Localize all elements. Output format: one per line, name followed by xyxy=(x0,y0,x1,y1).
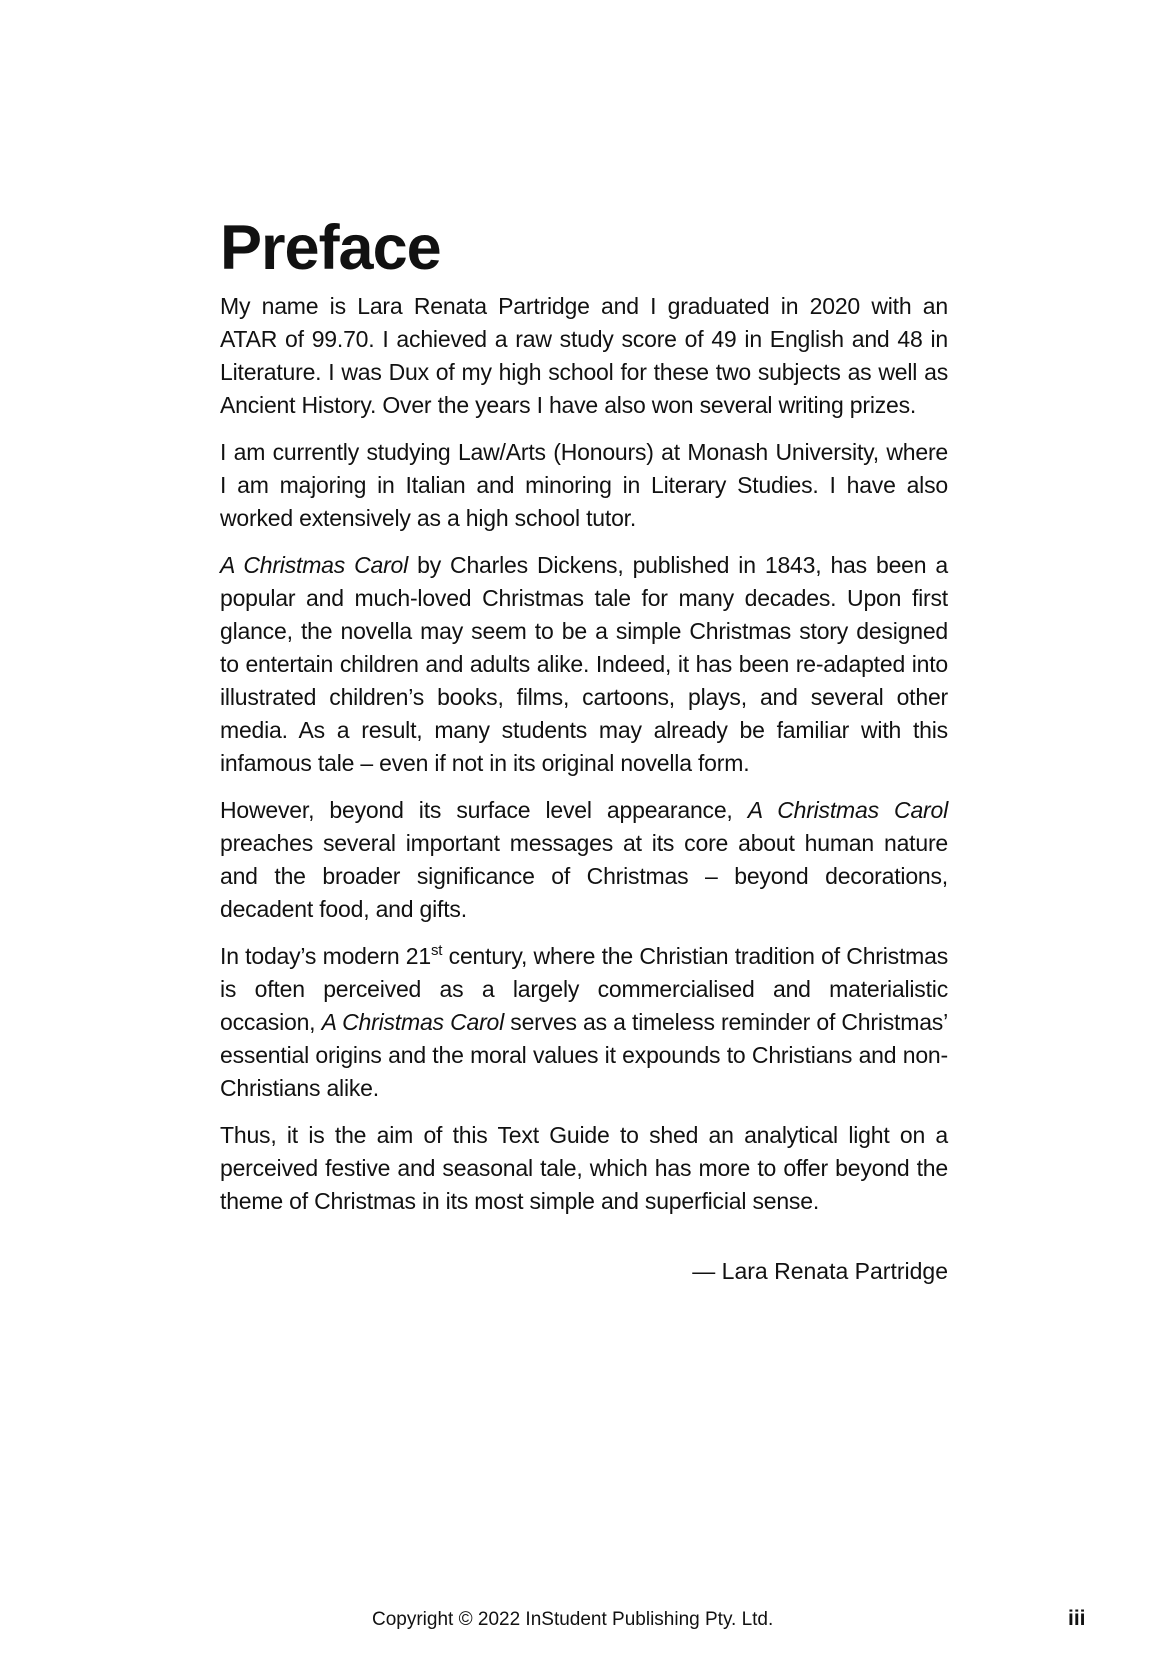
body-paragraph xyxy=(220,290,948,422)
paragraph-text: I am currently studying Law/Arts (Honours) at Monash University, where I am majoring in Italian and minoring in Literary Studies. I have also worked extensively as a high school tutor. xyxy=(220,439,948,531)
page-title: Preface xyxy=(220,213,441,283)
author-signature: — Lara Renata Partridge xyxy=(692,1258,948,1284)
page-number: iii xyxy=(1068,1607,1086,1630)
body-paragraph xyxy=(220,940,948,1105)
paragraph-text: In today’s modern 21 xyxy=(220,943,431,969)
copyright-notice: Copyright © 2022 InStudent Publishing Pty. Ltd. xyxy=(372,1609,774,1630)
paragraph-text: preaches several important messages at its core about human nature and the broader significance of Christmas – beyond decorations, decadent food, and gifts. xyxy=(220,830,948,922)
body-paragraph xyxy=(220,549,948,780)
paragraph-text: My name is Lara Renata Partridge and I graduated in 2020 with an ATAR of 99.70. I achieved a raw study score of 49 in English and 48 in Literature. I was Dux of my high school for these two subjects as well as Ancient History. Over the years I have also won several writing prizes. xyxy=(220,293,948,418)
paragraph-text: Thus, it is the aim of this Text Guide to shed an analytical light on a perceived festive and seasonal tale, which has more to offer beyond the theme of Christmas in its most simple and superficial sense. xyxy=(220,1122,948,1214)
paragraph-text: serves as a timeless reminder of Christmas’ essential origins and the moral values it expounds to Christians and non-Christians alike. xyxy=(220,1009,949,1101)
paragraph-text: by Charles Dickens, published in 1843, has been a popular and much-loved Christmas tale for many decades. Upon first glance, the novella may seem to be a simple Christmas story designed to entertain children and adults alike. Indeed, it has been re-adapted into illustrated children’s books, films, cartoons, plays, and several other media. As a result, many students may already be familiar with this infamous tale – even if not in its original novella form. xyxy=(220,552,949,776)
preface-body xyxy=(220,290,948,1218)
paragraph-text: century, where the Christian tradition of Christmas is often perceived as a largely commercialised and materialistic occasion, xyxy=(220,943,948,1035)
body-paragraph xyxy=(220,1119,948,1218)
ordinal-suffix: st xyxy=(430,942,443,959)
body-paragraph xyxy=(220,794,948,926)
page-content xyxy=(220,208,948,1288)
body-paragraph xyxy=(220,436,948,535)
book-title: A Christmas Carol xyxy=(220,552,409,578)
paragraph-text: However, beyond its surface level appearance, xyxy=(220,797,748,823)
book-title: A Christmas Carol xyxy=(321,1009,505,1035)
book-title: A Christmas Carol xyxy=(747,797,948,823)
